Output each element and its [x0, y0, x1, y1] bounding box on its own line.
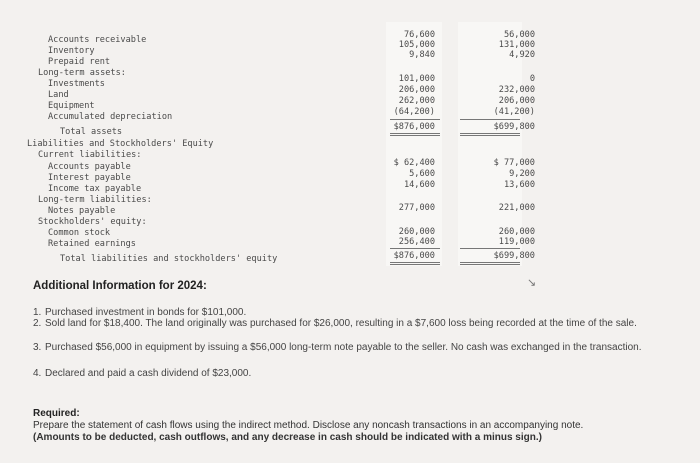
row-label-liabilities-equity-heading: Liabilities and Stockholders' Equity — [27, 139, 214, 149]
row-label-notes-payable: Notes payable — [48, 206, 116, 216]
item-text: Purchased investment in bonds for $101,000. — [45, 307, 247, 318]
row-label-total-liabilities-equity: Total liabilities and stockholders' equity — [60, 254, 278, 264]
mouse-pointer-icon: ↘ — [527, 277, 537, 289]
row-label-long-term-liabilities: Long-term liabilities: — [38, 195, 152, 205]
value-2023-equipment: 206,000 — [498, 96, 535, 106]
additional-info-item — [33, 342, 688, 353]
item-number: 4. — [33, 368, 42, 379]
value-2024-accounts-receivable: 76,600 — [403, 30, 435, 40]
required-title: Required: — [33, 408, 80, 419]
value-2024-retained-earnings: 256,400 — [398, 237, 435, 247]
value-2024-accumulated-depreciation: (64,200) — [393, 107, 435, 117]
item-number: 2. — [33, 318, 42, 329]
double-underline-2023-total-assets — [460, 133, 520, 136]
value-2024-income-tax-payable: 14,600 — [403, 180, 435, 190]
value-2024-notes-payable: 277,000 — [398, 203, 435, 213]
additional-info-title: Additional Information for 2024: — [33, 280, 207, 292]
underline-2023-equity — [460, 248, 520, 249]
row-label-equipment: Equipment — [48, 101, 95, 111]
row-label-accumulated-depreciation: Accumulated depreciation — [48, 112, 173, 122]
value-2023-interest-payable: 9,200 — [509, 169, 535, 179]
value-2024-common-stock: 260,000 — [398, 227, 435, 237]
row-label-inventory: Inventory — [48, 46, 95, 56]
value-2023-income-tax-payable: 13,600 — [503, 180, 535, 190]
value-2024-total-assets: $876,000 — [393, 122, 435, 132]
row-label-interest-payable: Interest payable — [48, 173, 131, 183]
required-instructions: Prepare the statement of cash flows using the indirect method. Disclose any noncash transactions in an accompanying note. — [33, 420, 584, 431]
value-2024-inventory: 105,000 — [398, 40, 435, 50]
additional-info-item — [33, 307, 688, 318]
value-2024-equipment: 262,000 — [398, 96, 435, 106]
row-label-common-stock: Common stock — [48, 228, 111, 238]
item-text: Purchased $56,000 in equipment by issuing a $56,000 long-term note payable to the seller. No cash was exchanged in the transaction. — [45, 342, 642, 353]
row-label-total-assets: Total assets — [60, 127, 123, 137]
value-2023-accounts-payable: $ 77,000 — [493, 158, 535, 168]
value-2024-interest-payable: 5,600 — [409, 169, 435, 179]
value-2024-prepaid-rent: 9,840 — [409, 50, 435, 60]
row-label-prepaid-rent: Prepaid rent — [48, 57, 111, 67]
value-2024-accounts-payable: $ 62,400 — [393, 158, 435, 168]
value-2023-inventory: 131,000 — [498, 40, 535, 50]
underline-2024-assets — [390, 119, 440, 120]
value-2023-land: 232,000 — [498, 85, 535, 95]
item-number: 1. — [33, 307, 42, 318]
additional-info-item — [33, 368, 688, 379]
row-label-retained-earnings: Retained earnings — [48, 239, 136, 249]
row-label-accounts-receivable: Accounts receivable — [48, 35, 147, 45]
row-label-land: Land — [48, 90, 69, 100]
value-2023-common-stock: 260,000 — [498, 227, 535, 237]
row-label-long-term-assets: Long-term assets: — [38, 68, 126, 78]
row-label-income-tax-payable: Income tax payable — [48, 184, 142, 194]
value-2024-land: 206,000 — [398, 85, 435, 95]
double-underline-2023-total-liabilities — [460, 262, 520, 265]
row-label-accounts-payable: Accounts payable — [48, 162, 131, 172]
additional-info-item — [33, 318, 688, 329]
underline-2024-equity — [390, 248, 440, 249]
value-2023-accounts-receivable: 56,000 — [503, 30, 535, 40]
double-underline-2024-total-liabilities — [390, 262, 440, 265]
value-2023-notes-payable: 221,000 — [498, 203, 535, 213]
item-number: 3. — [33, 342, 42, 353]
double-underline-2024-total-assets — [390, 133, 440, 136]
value-2023-prepaid-rent: 4,920 — [509, 50, 535, 60]
item-text: Declared and paid a cash dividend of $23,000. — [45, 368, 252, 379]
value-2023-investments: 0 — [529, 74, 535, 84]
row-label-investments: Investments — [48, 79, 105, 89]
required-sign-note: (Amounts to be deducted, cash outflows, and any decrease in cash should be indicated with a minus sign.) — [33, 432, 542, 443]
value-2023-retained-earnings: 119,000 — [498, 237, 535, 247]
value-2023-total-assets: $699,800 — [493, 122, 535, 132]
value-2023-total-liabilities-equity: $699,800 — [493, 251, 535, 261]
row-label-current-liabilities: Current liabilities: — [38, 150, 142, 160]
row-label-stockholders-equity: Stockholders' equity: — [38, 217, 147, 227]
value-2024-investments: 101,000 — [398, 74, 435, 84]
underline-2023-assets — [460, 119, 520, 120]
item-text: Sold land for $18,400. The land originally was purchased for $26,000, resulting in a $7,600 loss being recorded at the time of the sale. — [45, 318, 637, 329]
value-2024-total-liabilities-equity: $876,000 — [393, 251, 435, 261]
value-2023-accumulated-depreciation: (41,200) — [493, 107, 535, 117]
